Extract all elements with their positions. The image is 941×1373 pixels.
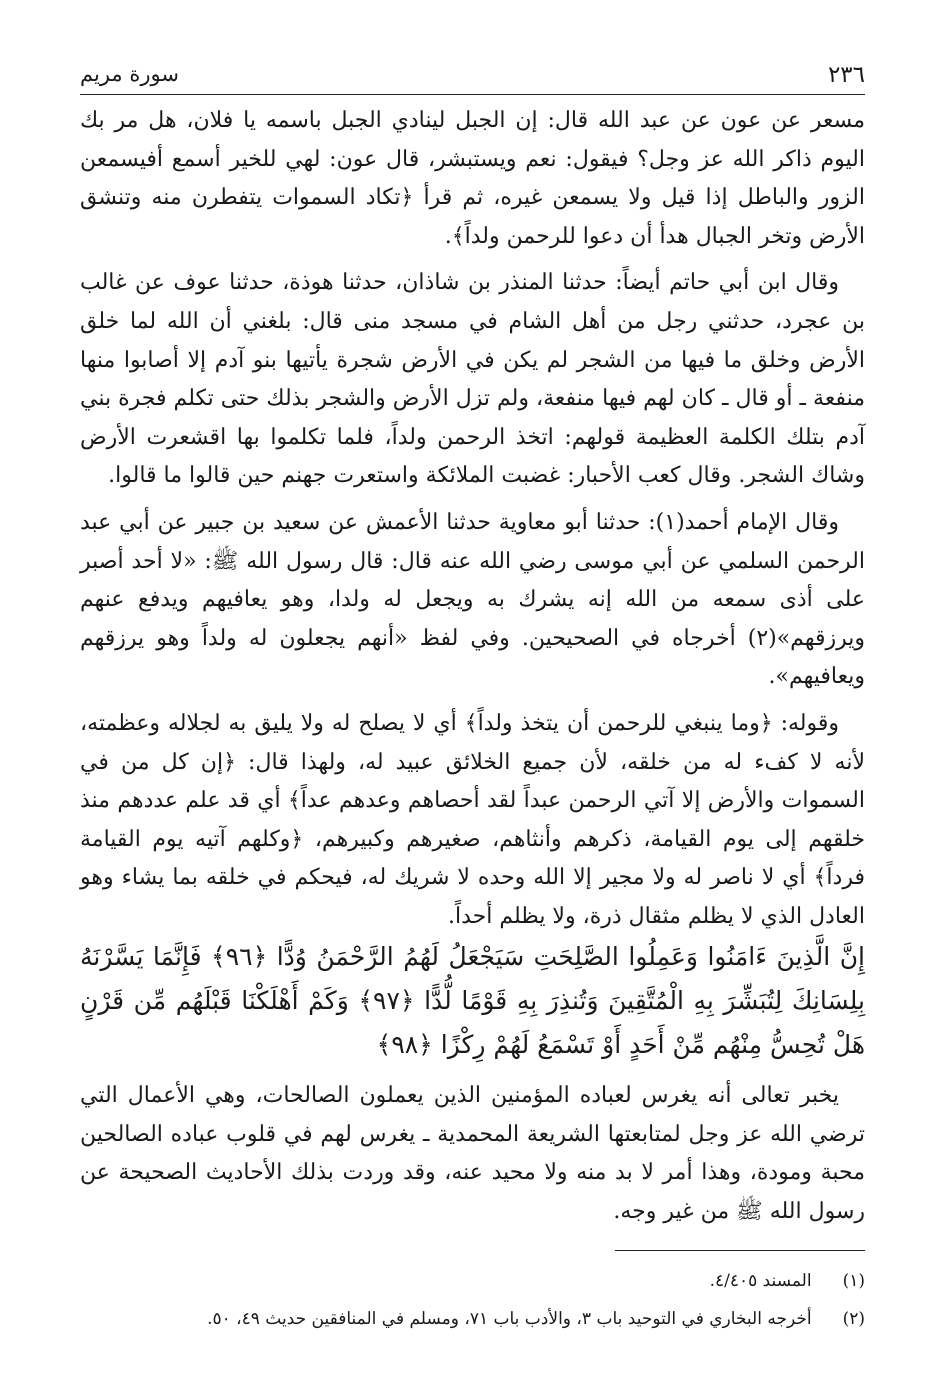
footnote-divider — [615, 1250, 865, 1251]
paragraph: مسعر عن عون عن عبد الله قال: إن الجبل لينادي الجبل باسمه يا فلان، هل مر بك اليوم ذاكر الله عز وجل؟ فيقول: نعم ويستبشر، قال عون: لهي للخير أسمع أفيسمعن الزور والباطل إذا قيل ولا يسمعن غيره، ثم قرأ ﴿تكاد السموات يتفطرن منه وتنشق الأرض وتخر الجبال هدأ أن دعوا للرحمن ولداً﴾. — [80, 108, 865, 249]
footnote-number: (٢) — [842, 1309, 865, 1329]
page-header — [80, 62, 865, 92]
paragraph: يخبر تعالى أنه يغرس لعباده المؤمنين الذين يعملون الصالحات، وهي الأعمال التي ترضي الله عز وجل لمتابعتها الشريعة المحمدية ـ يغرس لهم في قلوب عباده الصالحين محبة ومودة، وهذا أمر لا بد منه ولا محيد عنه، وقد وردت بذلك الأحاديث الصحيحة عن رسول الله ﷺ من غير وجه. — [80, 1083, 865, 1224]
footnote-number: (١) — [842, 1271, 865, 1291]
footnote — [80, 1262, 865, 1300]
paragraph: وقال الإمام أحمد(١): حدثنا أبو معاوية حدثنا الأعمش عن سعيد بن جبير عن أبي عبد الرحمن السلمي عن أبي موسى رضي الله عنه قال: قال رسول الله ﷺ: «لا أحد أصبر على أذى سمعه من الله إنه يشرك به ويجعل له ولدا، وهو يعافيهم ويدفع عنهم ويرزقهم»(٢) أخرجاه في الصحيحين. وفي لفظ «أنهم يجعلون له ولداً وهو يرزقهم ويعافيهم». — [80, 509, 865, 690]
main-text-top — [80, 102, 865, 944]
paragraph: وقال ابن أبي حاتم أيضاً: حدثنا المنذر بن شاذان، حدثنا هوذة، حدثنا عوف عن غالب بن عجرد، حدثني رجل من أهل الشام في مسجد منى قال: بلغني أن الله لما خلق الأرض وخلق ما فيها من الشجر لم يكن في الأرض شجرة يأتيها بنو آدم إلا أصابوا منها منفعة ـ أو قال ـ كان لهم فيها منفعة، ولم تزل الأرض والشجر بذلك حتى تكلم فجرة بني آدم بتلك الكلمة العظيمة قولهم: اتخذ الرحمن ولداً، فلما تكلموا بها اقشعرت الأرض وشاك الشجر. وقال كعب الأحبار: غضبت الملائكة واستعرت جهنم حين قالوا ما قالوا. — [80, 270, 865, 489]
footnote-text: المسند ٤/٤٠٥. — [709, 1271, 812, 1291]
page-number: ٢٣٦ — [827, 62, 865, 88]
footnote-text: أخرجه البخاري في التوحيد باب ٣، والأدب باب ٧١، ومسلم في المنافقين حديث ٤٩، ٥٠. — [207, 1309, 812, 1329]
header-divider — [80, 94, 865, 95]
paragraph: وقوله: ﴿وما ينبغي للرحمن أن يتخذ ولداً﴾ أي لا يصلح له ولا يليق به لجلاله وعظمته، لأنه لا كفء له من خلقه، لأن جميع الخلائق عبيد له، ولهذا قال: ﴿إن كل من في السموات والأرض إلا آتي الرحمن عبداً لقد أحصاهم وعدهم عداً﴾ أي قد علم عددهم منذ خلقهم إلى يوم القيامة، ذكرهم وأنثاهم، صغيرهم وكبيرهم، ﴿وكلهم آتيه يوم القيامة فرداً﴾ أي لا ناصر له ولا مجير إلا الله وحده لا شريك له، فيحكم في خلقه بما يشاء وهو العادل الذي لا يظلم مثقال ذرة، ولا يظلم أحداً. — [80, 710, 865, 929]
running-title: سورة مريم — [80, 62, 179, 86]
main-text-bottom — [80, 1077, 865, 1239]
footnotes — [80, 1262, 865, 1338]
footnote — [80, 1300, 865, 1338]
quran-verse-block: إِنَّ الَّذِينَ ءَامَنُوا وَعَمِلُوا الصَّلِحَتِ سَيَجْعَلُ لَهُمُ الرَّحْمَنُ وُدًّا ﴿٩٦﴾ فَإِنَّمَا يَسَّرْنَهُ بِلِسَانِكَ لِتُبَشِّرَ بِهِ الْمُتَّقِينَ وَتُنذِرَ بِهِ قَوْمًا لُّدًّا ﴿٩٧﴾ وَكَمْ أَهْلَكْنَا قَبْلَهُم مِّن قَرْنٍ هَلْ تُحِسُّ مِنْهُم مِّنْ أَحَدٍ أَوْ تَسْمَعُ لَهُمْ رِكْزًا ﴿٩٨﴾ — [80, 942, 865, 1059]
